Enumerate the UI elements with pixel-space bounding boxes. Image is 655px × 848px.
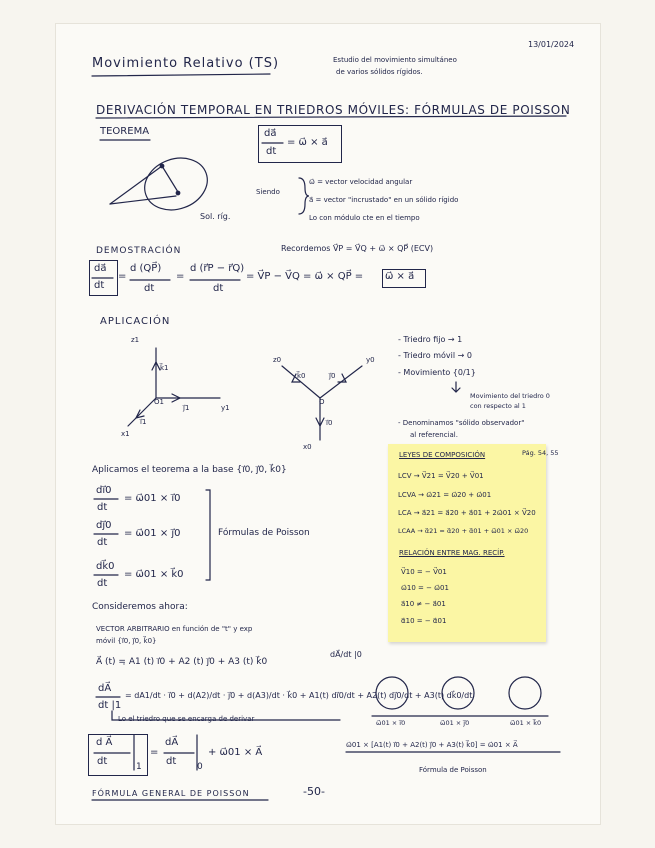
- circle-dj: [442, 677, 474, 709]
- recordemos-formula: Recordemos V⃗P = V⃗Q + ω⃗ × QP⃗ (ECV): [281, 244, 434, 253]
- axis-x1: x1: [121, 430, 130, 438]
- poisson-formula-caption: Fórmula de Poisson: [419, 766, 487, 774]
- label-w-i: ω⃗01 × i⃗0: [376, 719, 406, 727]
- section-underline: [96, 116, 566, 118]
- point-q: [176, 191, 180, 195]
- sticky-rel-3: a⃗10 ≠ − a⃗01: [401, 600, 446, 608]
- sticky-rel-2: ω⃗10 = − ω⃗01: [401, 584, 449, 592]
- siendo-label: Siendo: [256, 188, 280, 196]
- consideremos-label: Consideremos ahora:: [92, 602, 188, 612]
- demo-lhs-num: da⃗: [94, 263, 107, 274]
- def-a-change: Lo con módulo cte en el tiempo: [309, 214, 420, 222]
- demo-step3: = V⃗P − V⃗Q = ω⃗ × QP⃗ =: [246, 271, 364, 282]
- section-title-derivacion: DERIVACIÓN TEMPORAL EN TRIEDROS MÓVILES: FÓRMULAS DE POISSON: [96, 103, 571, 117]
- frame-note-2: - Triedro móvil → 0: [398, 351, 472, 360]
- poisson-k-num: dk⃗0: [96, 561, 115, 572]
- poisson-j-den: dt: [97, 537, 108, 548]
- poisson-k-den: dt: [97, 578, 108, 589]
- demo-result: ω⃗ × a⃗: [385, 271, 415, 282]
- teorema-label: TEOREMA: [100, 126, 150, 137]
- footer-formula-general: FÓRMULA GENERAL DE POISSON: [92, 789, 250, 798]
- axis-j0: j⃗0: [329, 372, 336, 380]
- sticky-rel-4: α⃗10 = − α⃗01: [401, 617, 447, 625]
- demo-step2-num: d (r⃗P − r⃗Q): [190, 263, 245, 274]
- def-a: a⃗ = vector "incrustado" en un sólido rígido: [309, 196, 459, 204]
- axis-y0: y0: [366, 356, 375, 364]
- final-rhs-sub: 0: [197, 762, 203, 772]
- final-lhs-num: d A⃗: [96, 737, 113, 748]
- title-note-line-2: de varios sólidos rígidos.: [336, 68, 423, 76]
- final-rhs-num: dA⃗: [165, 737, 179, 748]
- long-rhs: = dA1/dt · i⃗0 + d(A2)/dt · j⃗0 + d(A3)/dt · k⃗0 + A1(t) di⃗0/dt + A2(t) dj⃗0/dt + A3(t) dk⃗0/dt: [125, 691, 473, 700]
- title-note-line-1: Estudio del movimiento simultáneo: [333, 56, 457, 64]
- circle-di: [376, 677, 408, 709]
- demo-step1-num: d (QP⃗): [130, 263, 162, 274]
- sticky-line-2: LCVA → ω⃗21 = ω⃗20 + ω⃗01: [398, 491, 492, 499]
- sticky-line-1: LCV → V⃗21 = V⃗20 + V⃗01: [398, 472, 484, 480]
- equals-sign: =: [118, 271, 127, 282]
- axis-z1: z1: [131, 336, 140, 344]
- apply-theorem-line: Aplicamos el teorema a la base {i⃗0, j⃗0, k⃗0}: [92, 465, 287, 475]
- poisson-formulas-label: Fórmulas de Poisson: [218, 528, 310, 538]
- equals-sign: =: [176, 271, 185, 282]
- long-lhs-den: dt |1: [98, 700, 122, 711]
- def-omega: ω⃗ = vector velocidad angular: [309, 178, 413, 186]
- axis-o0: O: [319, 398, 325, 406]
- frame-note-4b: al referencial.: [410, 431, 458, 439]
- equals-sign: =: [150, 747, 159, 758]
- poisson-k-rhs: = ω⃗01 × k⃗0: [124, 569, 184, 580]
- vector-arbitrario-line-2: móvil {i⃗0, j⃗0, k⃗0}: [96, 637, 157, 645]
- axis-y1: y1: [221, 404, 230, 412]
- axis-i1: i⃗1: [140, 418, 147, 426]
- siendo-brace: [299, 178, 309, 214]
- vector-arbitrario-line-1: VECTOR ARBITRARIO en función de "t" y exp: [96, 625, 253, 633]
- axis-o1: O1: [154, 398, 164, 406]
- final-lhs-sub: 1: [136, 762, 142, 772]
- movement-arrow: [452, 382, 460, 392]
- sticky-page-ref: Pág. 54, 55: [522, 449, 559, 457]
- long-lhs-num: dA⃗: [98, 683, 112, 694]
- page-number: -50-: [303, 785, 325, 798]
- poisson-brace: [206, 490, 210, 580]
- vector-a-line: [162, 166, 178, 192]
- theorem-rhs: = ω⃗ × a⃗: [287, 137, 328, 148]
- movement-note-2: con respecto al 1: [470, 402, 526, 410]
- long-note-arrow: [112, 711, 340, 720]
- label-w-j: ω⃗01 × j⃗0: [440, 719, 470, 727]
- circle-dk: [509, 677, 541, 709]
- da-dt-0-label: dA⃗/dt |0: [330, 650, 362, 659]
- poisson-j-rhs: = ω⃗01 × j⃗0: [124, 528, 181, 539]
- poisson-i-den: dt: [97, 502, 108, 513]
- final-rhs-den: dt: [166, 756, 177, 767]
- page-date: 13/01/2024: [528, 40, 575, 49]
- long-note: Lo el triedro que se encarga de derivar: [118, 715, 255, 723]
- poisson-i-num: di⃗0: [96, 485, 112, 496]
- demo-lhs-den: dt: [94, 280, 105, 291]
- point-p: [160, 164, 164, 168]
- frame-note-1: - Triedro fijo → 1: [398, 335, 463, 344]
- poisson-j-num: dj⃗0: [96, 520, 112, 531]
- axis-k1: k⃗1: [160, 364, 169, 372]
- axis-x0: x0: [303, 443, 312, 451]
- sticky-line-3: LCA → a⃗21 = a⃗20 + a⃗01 + 2ω⃗01 × V⃗20: [398, 509, 536, 517]
- axis-j1: j⃗1: [183, 404, 190, 412]
- vector-a-expansion: A⃗ (t) = A1 (t) i⃗0 + A2 (t) j⃗0 + A3 (t) k⃗0: [96, 657, 268, 667]
- label-w-k: ω⃗01 × k⃗0: [510, 719, 542, 727]
- demo-step1-den: dt: [144, 283, 155, 294]
- axis-x1-line: [128, 398, 156, 426]
- demostracion-label: DEMOSTRACIÓN: [96, 246, 182, 256]
- axis-k0: k⃗0: [297, 372, 306, 380]
- demo-step2-den: dt: [213, 283, 224, 294]
- movement-note-1: Movimiento del triedro 0: [470, 392, 550, 400]
- poisson-i-rhs: = ω⃗01 × i⃗0: [124, 493, 181, 504]
- sticky-rel-1: V⃗10 = − V⃗01: [401, 568, 447, 576]
- sticky-title-composicion: LEYES DE COMPOSICIÓN: [399, 451, 486, 459]
- theorem-dt: dt: [266, 146, 277, 157]
- axis-z0-line: [282, 366, 320, 398]
- frame-note-4: - Denominamos "sólido observador": [398, 419, 525, 427]
- axis-z0: z0: [273, 356, 282, 364]
- frame-note-3: - Movimiento {0/1}: [398, 368, 476, 377]
- final-lhs-den: dt: [97, 756, 108, 767]
- axis-i0: i⃗0: [326, 419, 333, 427]
- sum-identity: ω⃗01 × [A1(t) i⃗0 + A2(t) j⃗0 + A3(t) k⃗0] = ω⃗01 × A⃗: [346, 741, 518, 749]
- theorem-da: da⃗: [264, 128, 277, 139]
- solid-label: Sol. ríg.: [200, 212, 231, 221]
- final-rhs-term: + ω⃗01 × A⃗: [208, 747, 263, 758]
- title-underline: [92, 74, 270, 76]
- rigid-body-ellipse: [137, 150, 214, 219]
- sticky-line-4: LCAA → α⃗21 = α⃗20 + α⃗01 + ω⃗01 × ω⃗20: [398, 527, 529, 535]
- page-title: Movimiento Relativo (TS): [92, 56, 280, 71]
- aplicacion-label: APLICACIÓN: [100, 316, 171, 327]
- sticky-title-relacion: RELACIÓN ENTRE MAG. RECÍP.: [399, 549, 505, 557]
